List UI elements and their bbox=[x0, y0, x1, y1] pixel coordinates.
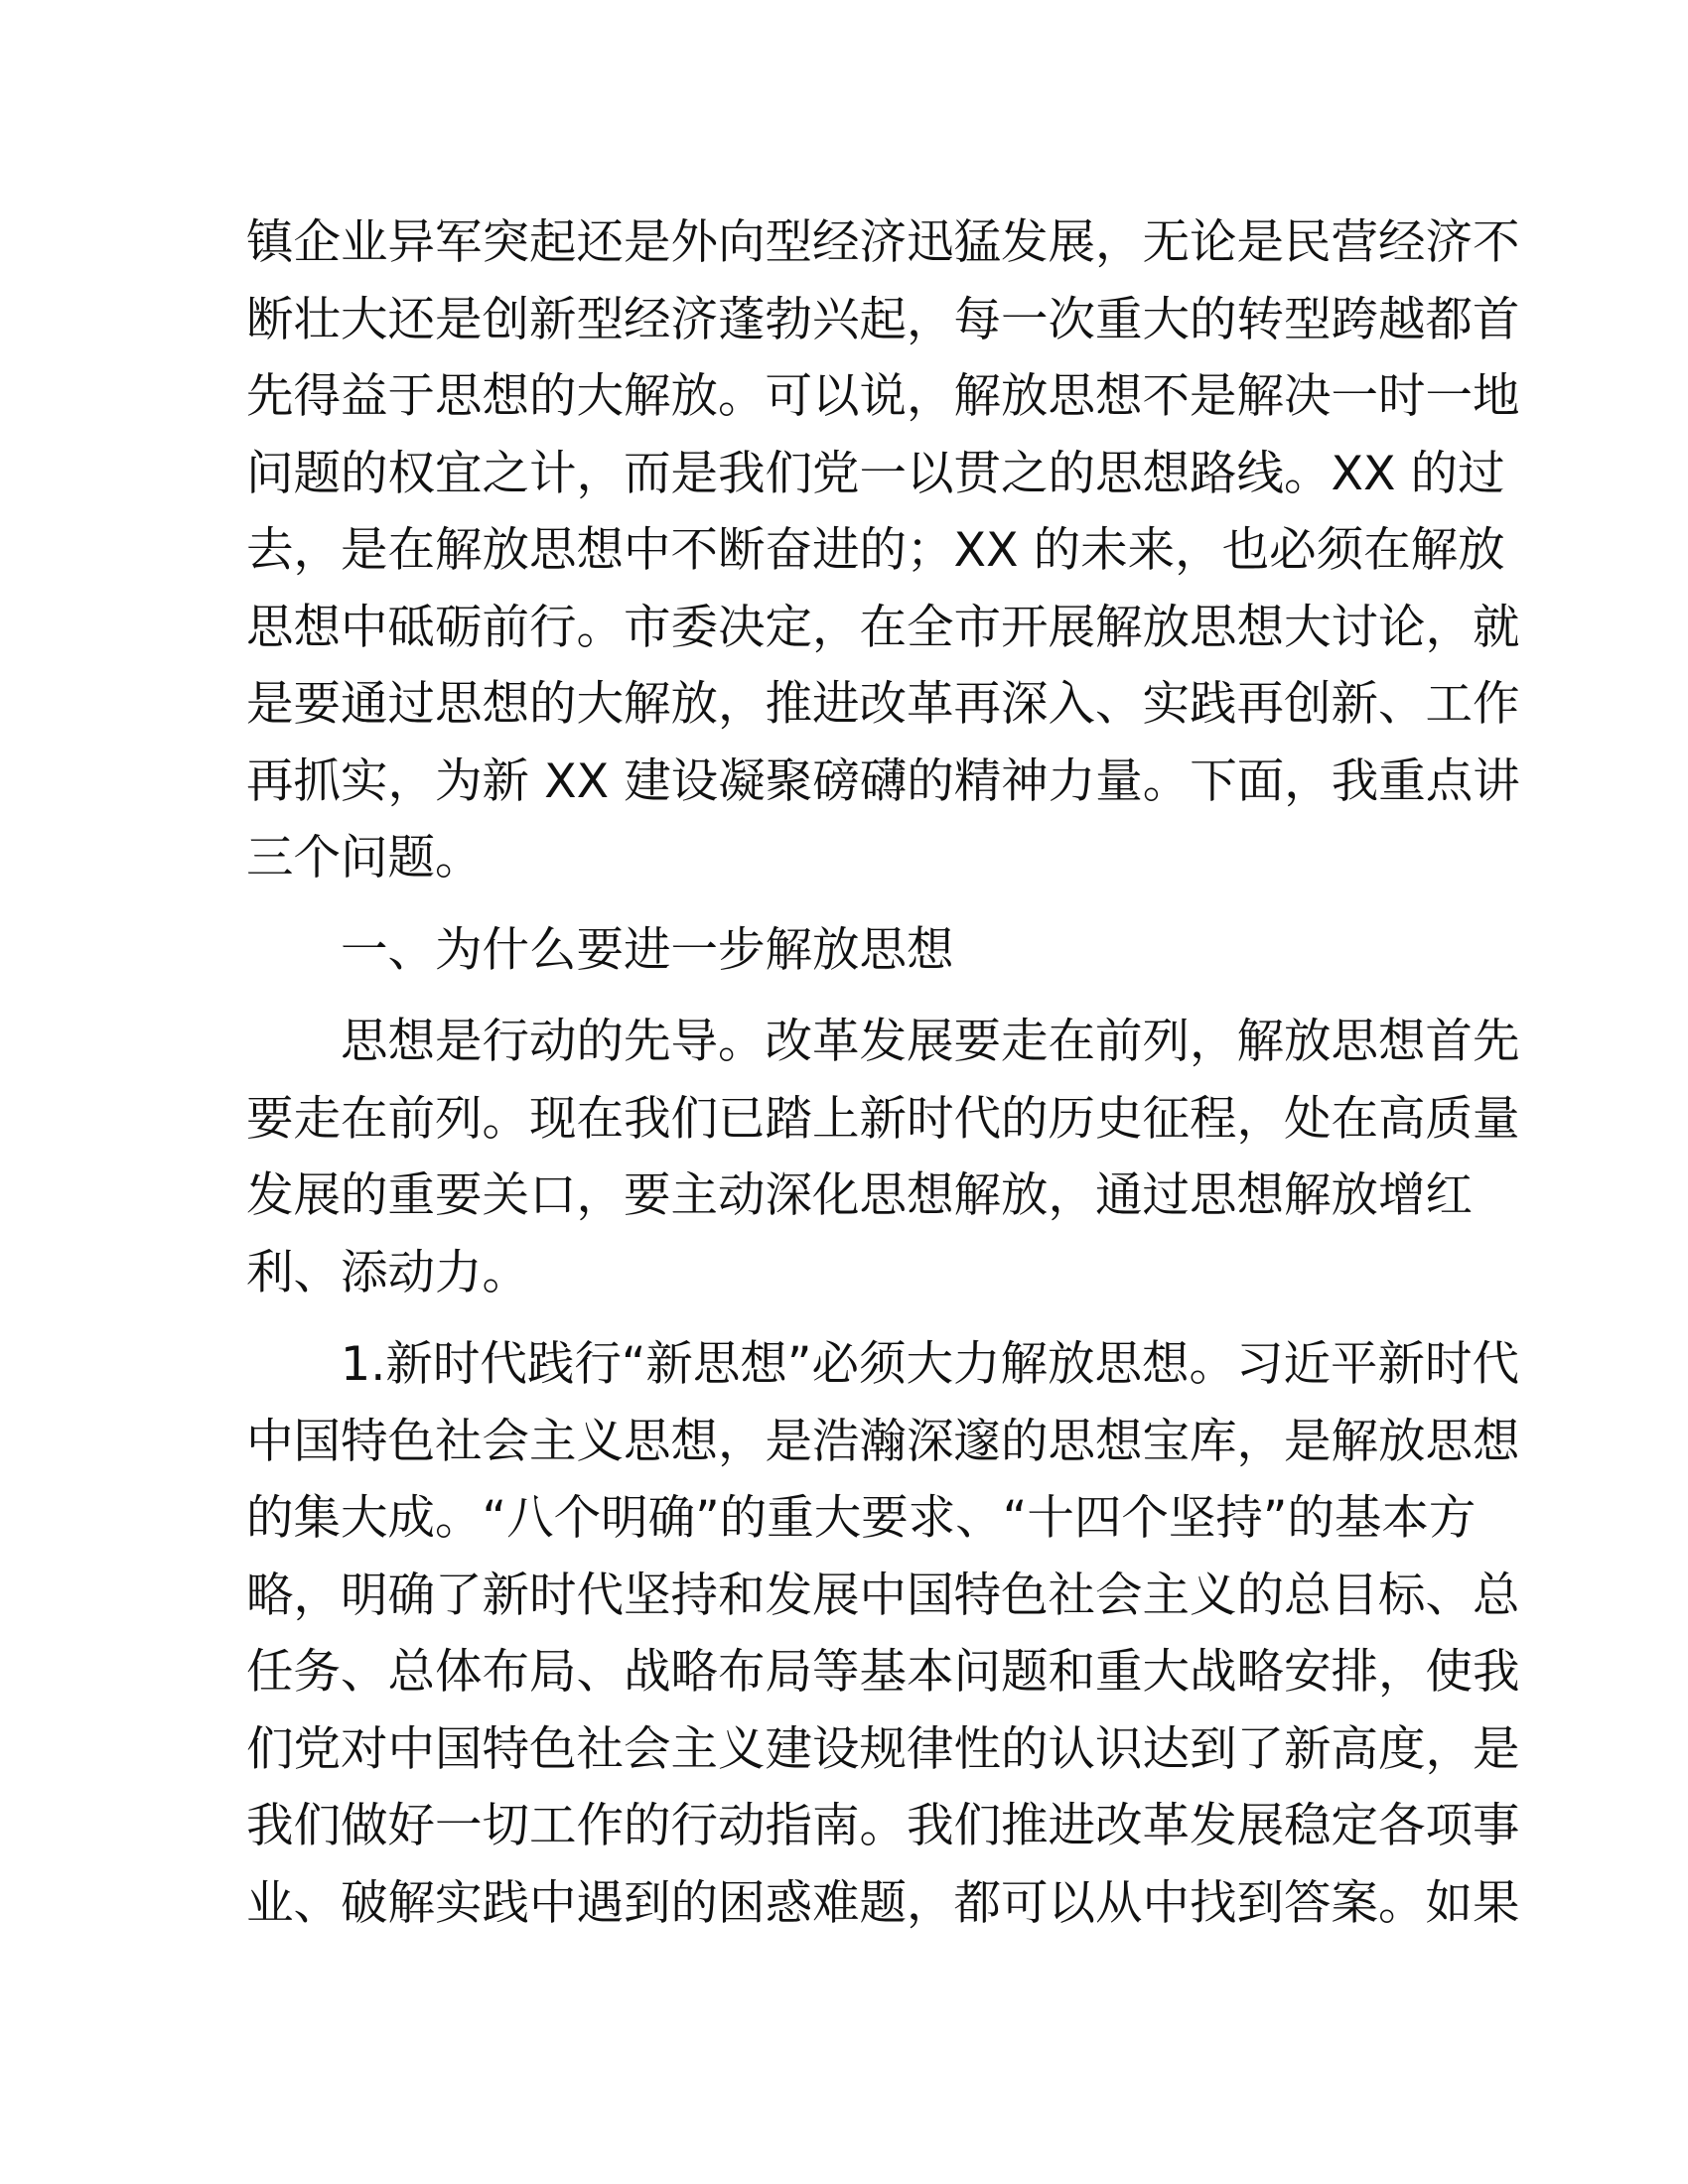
paragraph-line: 思想中砥砺前行。市委决定，在全市开展解放思想大讨论，就 bbox=[246, 600, 1520, 655]
paragraph-line: 的集大成。“八个明确”的重大要求、“十四个坚持”的基本方 bbox=[246, 1491, 1477, 1546]
spacer bbox=[246, 1311, 1438, 1326]
section-heading-text: 一、为什么要进一步解放思想 bbox=[341, 922, 954, 978]
spacer bbox=[246, 989, 1438, 1004]
paragraph-line: 镇企业异军突起还是外向型经济迅猛发展，无论是民营经济不 bbox=[246, 215, 1520, 270]
paragraph-2 bbox=[246, 1004, 1520, 1311]
paragraph-line: 发展的重要关口，要主动深化思想解放，通过思想解放增红 bbox=[246, 1168, 1473, 1223]
paragraph-line: 三个问题。 bbox=[246, 831, 483, 886]
document-body bbox=[246, 205, 1520, 1942]
paragraph-line: 1.新时代践行“新思想”必须大力解放思想。习近平新时代 bbox=[341, 1337, 1520, 1392]
paragraph-line: 略，明确了新时代坚持和发展中国特色社会主义的总目标、总 bbox=[246, 1568, 1520, 1623]
paragraph-line: 问题的权宜之计，而是我们党一以贯之的思想路线。XX 的过 bbox=[246, 446, 1505, 501]
paragraph-line: 任务、总体布局、战略布局等基本问题和重大战略安排，使我 bbox=[246, 1645, 1520, 1700]
paragraph-3 bbox=[246, 1326, 1520, 1942]
paragraph-line: 要走在前列。现在我们已踏上新时代的历史征程，处在高质量 bbox=[246, 1091, 1520, 1147]
paragraph-line: 是要通过思想的大解放，推进改革再深入、实践再创新、工作 bbox=[246, 677, 1520, 732]
paragraph-line: 先得益于思想的大解放。可以说，解放思想不是解决一时一地 bbox=[246, 369, 1520, 424]
paragraph-line: 断壮大还是创新型经济蓬勃兴起，每一次重大的转型跨越都首 bbox=[246, 292, 1520, 347]
paragraph-line: 再抓实，为新 XX 建设凝聚磅礴的精神力量。下面，我重点讲 bbox=[246, 753, 1520, 809]
paragraph-line: 们党对中国特色社会主义建设规律性的认识达到了新高度，是 bbox=[246, 1721, 1520, 1777]
section-heading bbox=[246, 912, 1438, 990]
paragraph-line: 利、添动力。 bbox=[246, 1245, 529, 1300]
spacer bbox=[246, 897, 1438, 912]
paragraph-line: 去，是在解放思想中不断奋进的；XX 的未来，也必须在解放 bbox=[246, 523, 1505, 578]
paragraph-line: 我们做好一切工作的行动指南。我们推进改革发展稳定各项事 bbox=[246, 1799, 1520, 1853]
paragraph-line: 业、破解实践中遇到的困惑难题，都可以从中找到答案。如果 bbox=[246, 1875, 1520, 1931]
paragraph-line: 中国特色社会主义思想，是浩瀚深邃的思想宝库，是解放思想 bbox=[246, 1414, 1520, 1469]
intro-paragraph bbox=[246, 205, 1520, 897]
paragraph-line: 思想是行动的先导。改革发展要走在前列，解放思想首先 bbox=[341, 1015, 1520, 1069]
